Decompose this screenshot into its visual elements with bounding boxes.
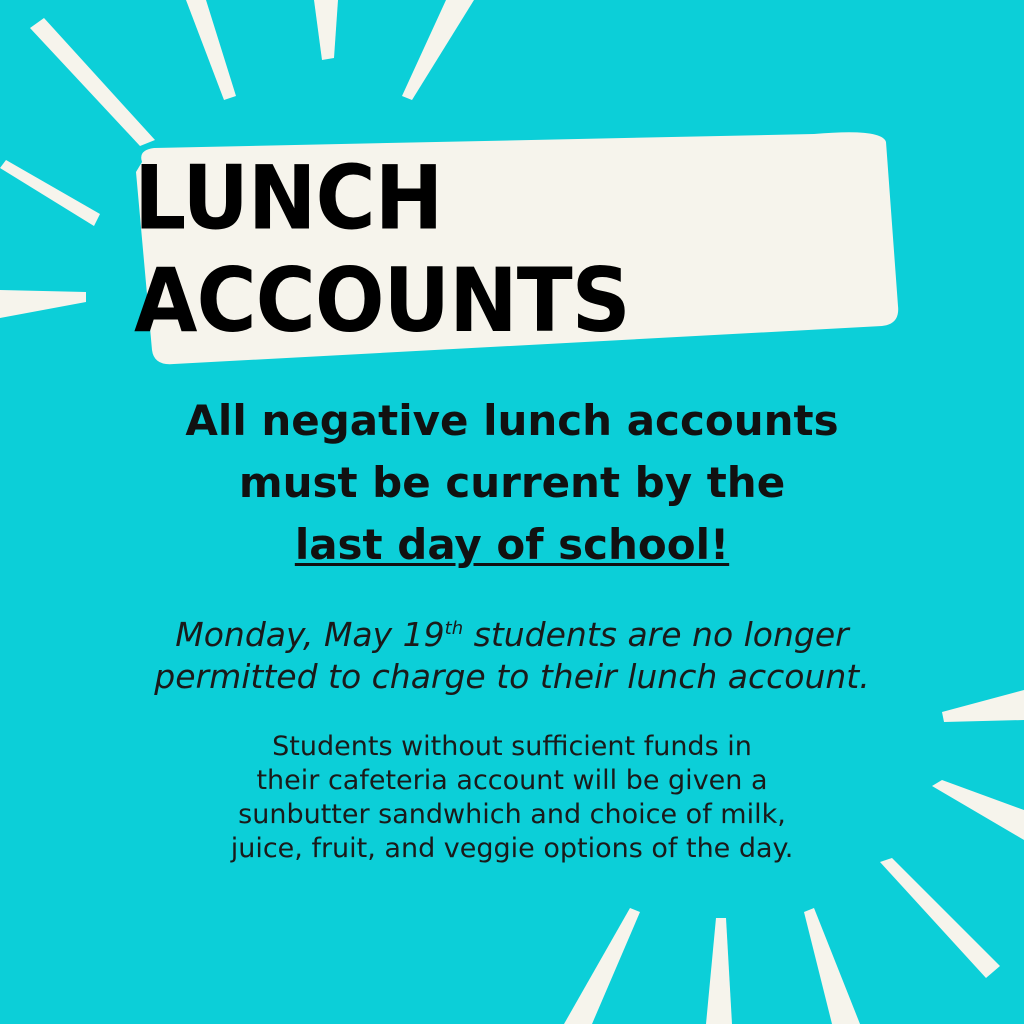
ray: [0, 160, 100, 226]
headline-line: All negative lunch accounts: [185, 396, 839, 445]
notice-text: students are no longer: [463, 615, 849, 654]
ray: [804, 908, 860, 1024]
ray: [314, 0, 338, 60]
ray: [564, 908, 640, 1024]
details-line: sunbutter sandwhich and choice of milk,: [238, 799, 786, 830]
details-line: their cafeteria account will be given a: [256, 765, 768, 796]
headline: [0, 390, 1024, 576]
details: [0, 730, 1024, 866]
notice-text: permitted to charge to their lunch account.: [154, 657, 870, 696]
date-suffix: th: [444, 618, 464, 639]
ray: [880, 858, 1000, 978]
ray: [706, 918, 732, 1024]
notice-date: Monday, May 19: [175, 615, 445, 654]
ray: [0, 290, 86, 318]
ray: [186, 0, 236, 100]
page-title: LUNCH ACCOUNTS: [134, 147, 630, 353]
details-line: Students without sufficient funds in: [272, 731, 752, 762]
headline-line: must be current by the: [238, 458, 786, 507]
ray: [402, 0, 474, 100]
title-banner: [134, 128, 900, 366]
notice: [0, 614, 1024, 698]
headline-emphasis: last day of school!: [294, 520, 730, 569]
details-line: juice, fruit, and veggie options of the day.: [230, 833, 794, 864]
